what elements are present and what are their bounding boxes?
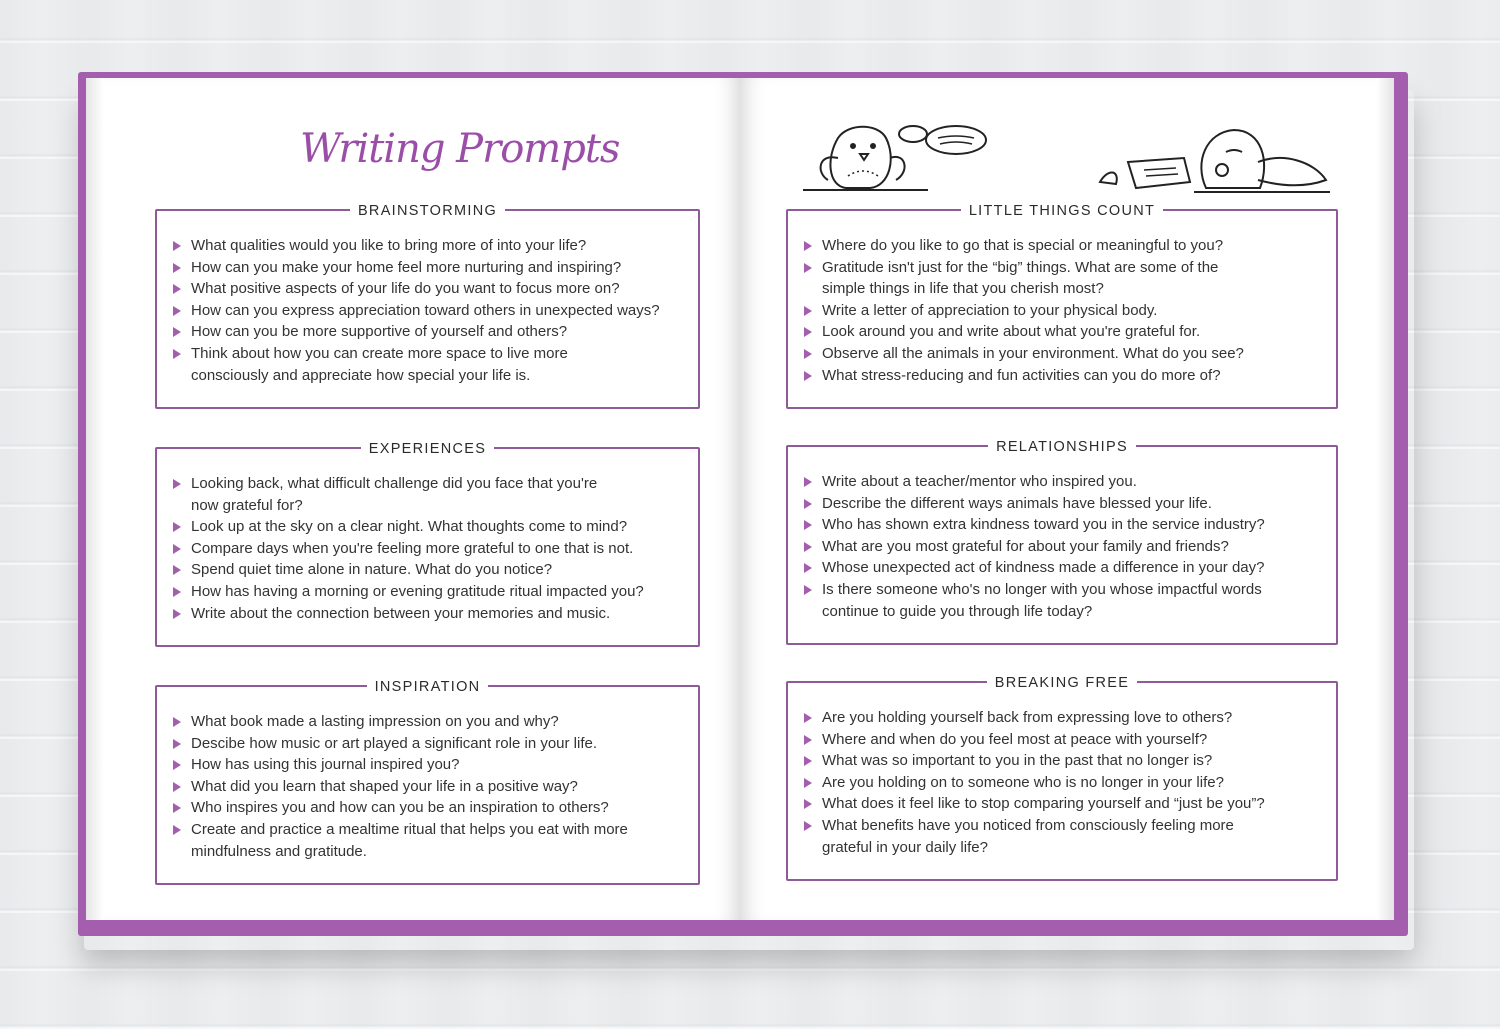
prompt-item: Gratitude isn't just for the “big” things. What are some of the — [804, 257, 1326, 279]
prompt-item: How has having a morning or evening gratitude ritual impacted you? — [173, 581, 688, 603]
prompt-continuation: consciously and appreciate how special your life is. — [191, 366, 531, 384]
prompt-item: Think about how you can create more space to live more — [173, 343, 688, 365]
prompt-continuation: mindfulness and gratitude. — [191, 842, 367, 860]
section-heading: INSPIRATION — [367, 679, 489, 695]
prompt-item: What did you learn that shaped your life in a positive way? — [173, 776, 688, 798]
bird-doodle-left — [798, 118, 998, 198]
section-inspiration — [155, 679, 700, 885]
prompt-continuation: grateful in your daily life? — [822, 838, 988, 856]
prompt-item: Create and practice a mealtime ritual that helps you eat with more — [173, 819, 688, 841]
prompt-item: What qualities would you like to bring more of into your life? — [173, 235, 688, 257]
section-heading: BREAKING FREE — [987, 675, 1138, 691]
prompt-item: What was so important to you in the past that no longer is? — [804, 750, 1326, 772]
prompt-item: Write about a teacher/mentor who inspired you. — [804, 471, 1326, 493]
prompt-continuation: now grateful for? — [191, 496, 303, 514]
prompt-item: Is there someone who's no longer with you whose impactful words — [804, 579, 1326, 601]
prompt-continuation: continue to guide you through life today? — [822, 602, 1093, 620]
prompt-item: Look around you and write about what you're grateful for. — [804, 321, 1326, 343]
prompt-item: Whose unexpected act of kindness made a difference in your day? — [804, 557, 1326, 579]
section-heading: RELATIONSHIPS — [988, 439, 1136, 455]
section-experiences — [155, 441, 700, 647]
prompt-item: How can you express appreciation toward others in unexpected ways? — [173, 300, 688, 322]
bird-doodle-right — [1094, 122, 1334, 198]
prompt-item: Look up at the sky on a clear night. What thoughts come to mind? — [173, 516, 688, 538]
prompt-item: Write a letter of appreciation to your physical body. — [804, 300, 1326, 322]
prompt-item: How has using this journal inspired you? — [173, 754, 688, 776]
page-title: Writing Prompts — [300, 126, 620, 172]
prompt-item: Compare days when you're feeling more grateful to one that is not. — [173, 538, 688, 560]
section-brainstorming — [155, 203, 700, 409]
right-page-edge — [1376, 78, 1394, 920]
prompt-item: Observe all the animals in your environment. What do you see? — [804, 343, 1326, 365]
prompt-item: Descibe how music or art played a significant role in your life. — [173, 733, 688, 755]
prompt-item: Spend quiet time alone in nature. What do you notice? — [173, 559, 688, 581]
prompt-item: What benefits have you noticed from consciously feeling more — [804, 815, 1326, 837]
prompt-item: What does it feel like to stop comparing yourself and “just be you”? — [804, 793, 1326, 815]
left-page-edge — [86, 78, 104, 920]
prompt-item: Write about the connection between your memories and music. — [173, 603, 688, 625]
prompt-item: How can you make your home feel more nurturing and inspiring? — [173, 257, 688, 279]
prompt-item: Are you holding on to someone who is no longer in your life? — [804, 772, 1326, 794]
section-heading: BRAINSTORMING — [350, 203, 505, 219]
section-heading: EXPERIENCES — [361, 441, 494, 457]
prompt-item: Looking back, what difficult challenge did you face that you're — [173, 473, 688, 495]
prompt-item: Where do you like to go that is special or meaningful to you? — [804, 235, 1326, 257]
prompt-item: Are you holding yourself back from expressing love to others? — [804, 707, 1326, 729]
prompt-item: Describe the different ways animals have blessed your life. — [804, 493, 1326, 515]
section-relationships — [786, 439, 1338, 645]
prompt-item: What stress-reducing and fun activities can you do more of? — [804, 365, 1326, 387]
prompt-continuation: simple things in life that you cherish most? — [822, 280, 1104, 298]
prompt-item: Who has shown extra kindness toward you in the service industry? — [804, 514, 1326, 536]
prompt-item: What are you most grateful for about your family and friends? — [804, 536, 1326, 558]
section-little-things-count — [786, 203, 1338, 409]
section-heading: LITTLE THINGS COUNT — [961, 203, 1163, 219]
prompt-item: How can you be more supportive of yourself and others? — [173, 321, 688, 343]
prompt-item: What positive aspects of your life do you want to focus more on? — [173, 278, 688, 300]
prompt-item: Who inspires you and how can you be an inspiration to others? — [173, 797, 688, 819]
prompt-item: Where and when do you feel most at peace with yourself? — [804, 729, 1326, 751]
section-breaking-free — [786, 675, 1338, 881]
prompt-item: What book made a lasting impression on you and why? — [173, 711, 688, 733]
